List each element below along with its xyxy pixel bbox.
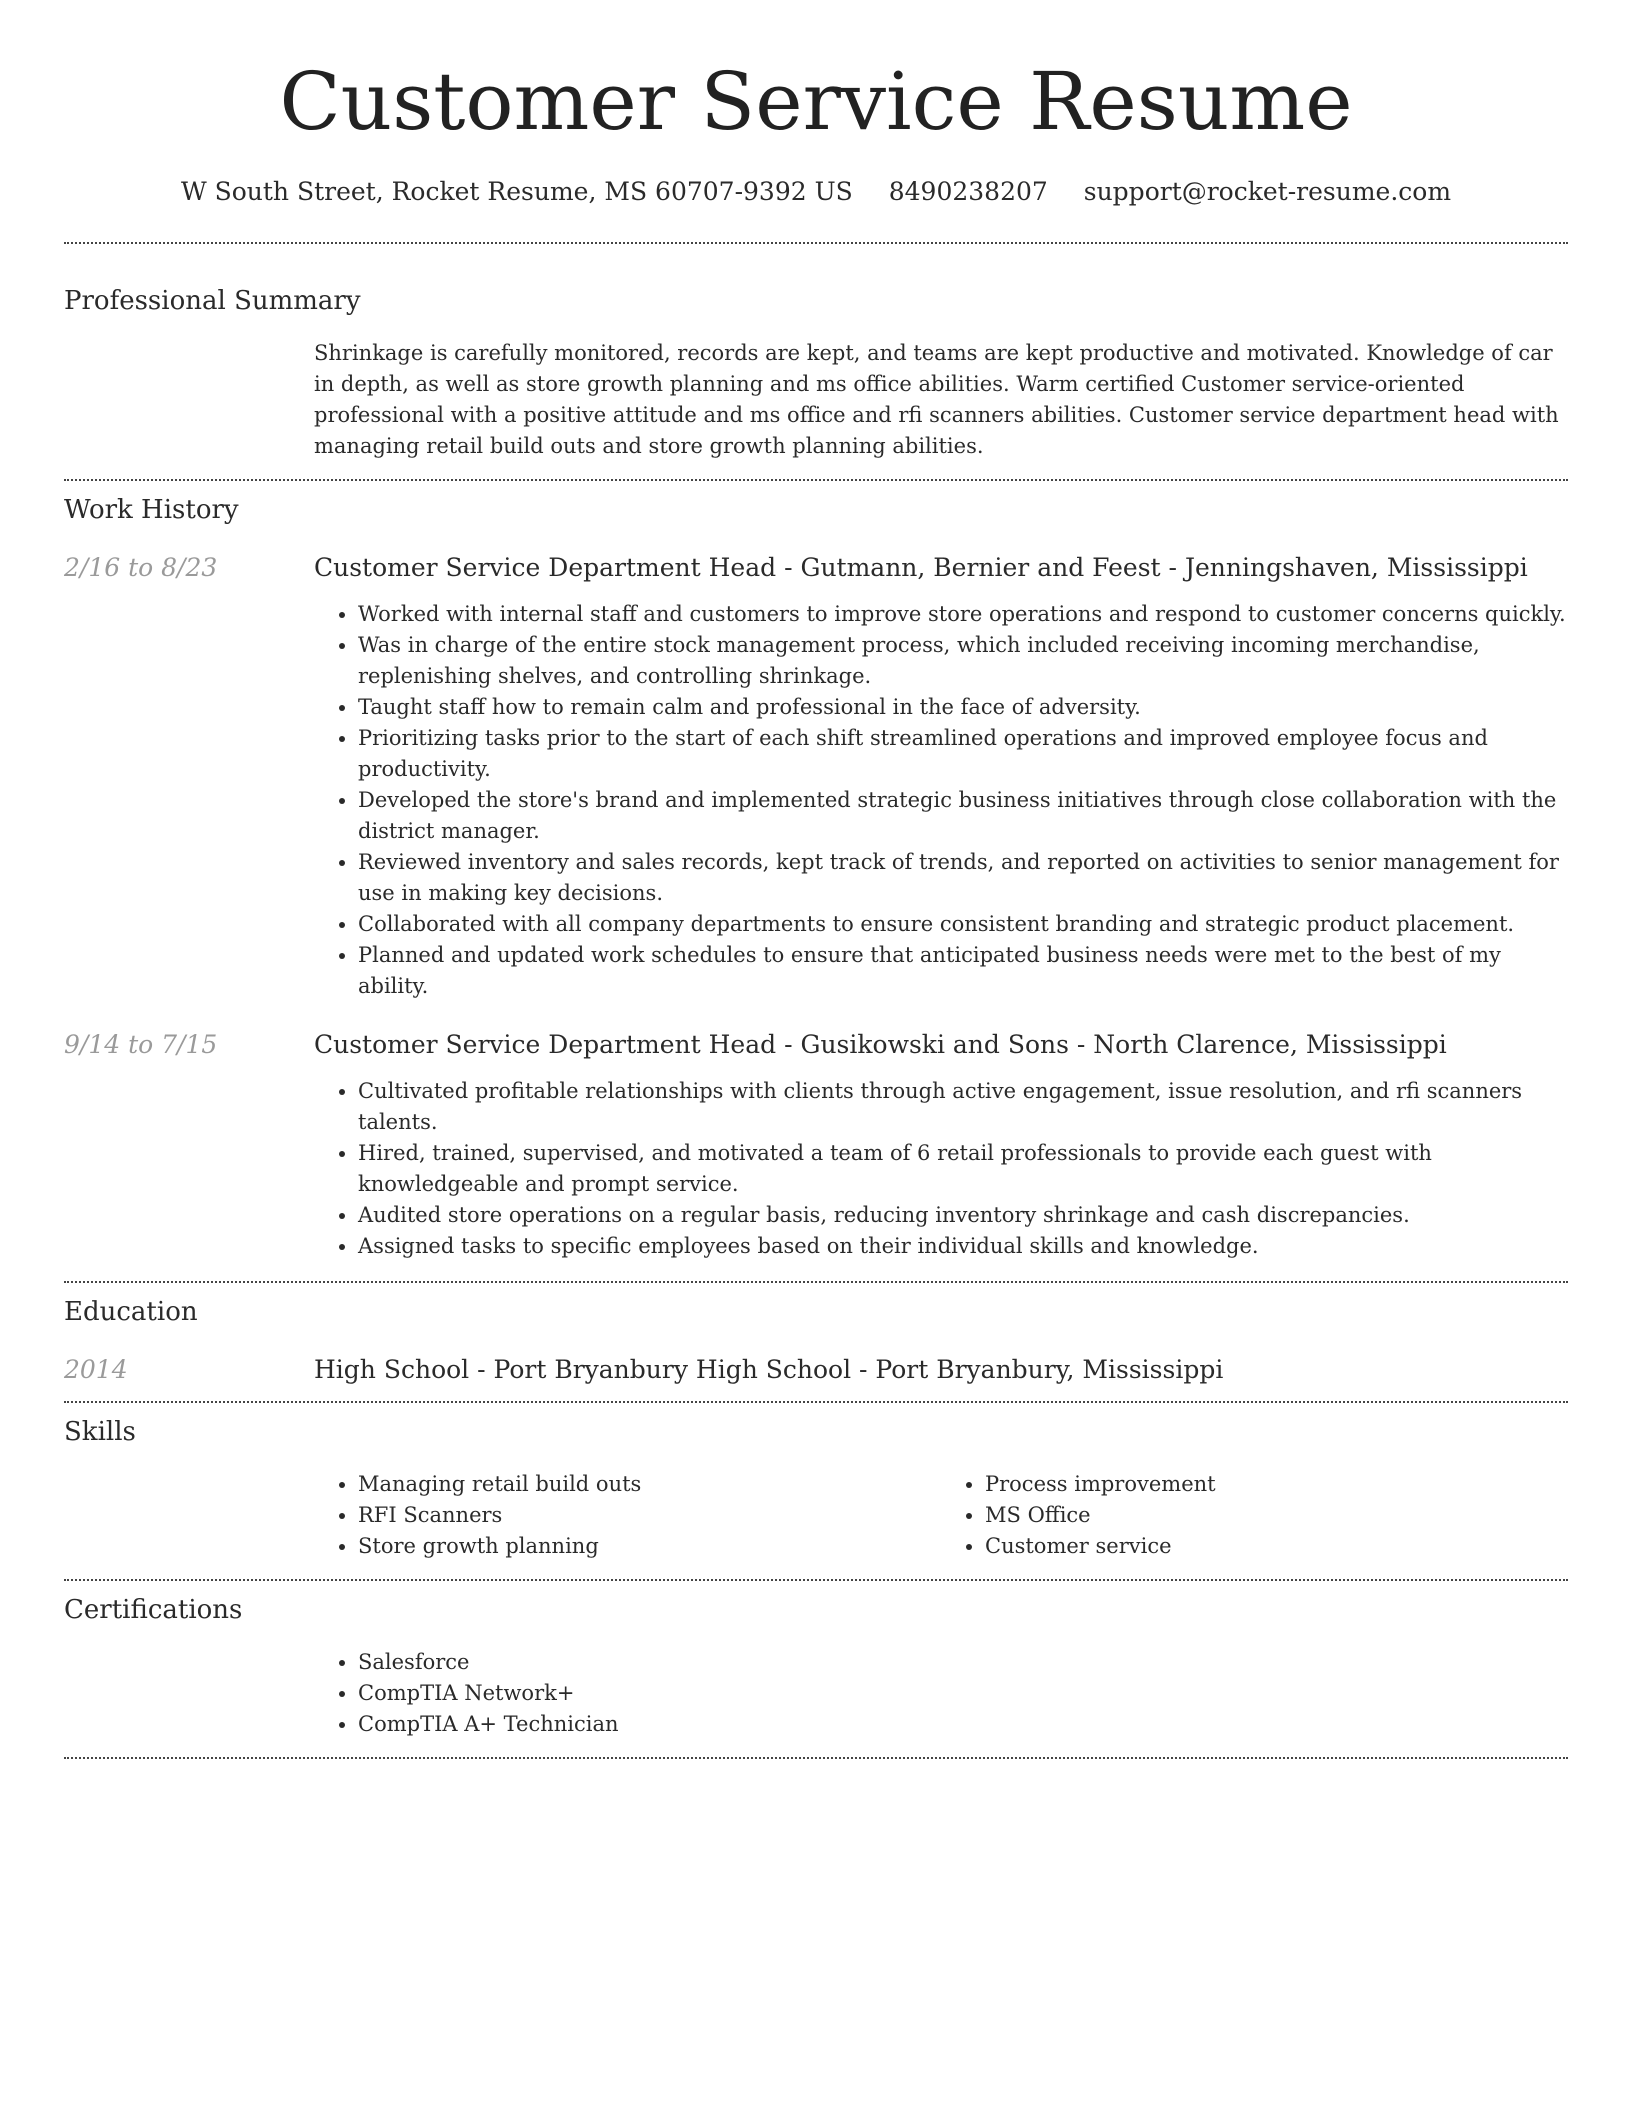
list-item: • Managing retail build outs [358,1469,941,1500]
contact-address: W South Street, Rocket Resume, MS 60707-9392 US [180,177,853,206]
certifications-section [64,1593,1568,1740]
education-detail: High School - Port Bryanbury High School - Port Bryanbury, Mississippi [314,1355,1224,1384]
section-divider [64,1757,1568,1759]
section-divider [64,1579,1568,1581]
work-history-heading: Work History [64,495,239,525]
list-item: • MS Office [985,1500,1568,1531]
skills-section [64,1415,1568,1562]
contact-email: support@rocket-resume.com [1083,177,1452,206]
certifications-heading: Certifications [64,1595,243,1625]
job-title: Customer Service Department Head - Gusikowski and Sons - North Clarence, Mississippi [314,1030,1447,1059]
contact-phone: 8490238207 [888,177,1048,206]
skills-row [64,1469,1568,1562]
list-item: • Developed the store's brand and implemented strategic business initiatives through close collaboration with the district manager. [358,785,1568,847]
job-entry [64,1028,1568,1262]
job-bullets [314,599,1568,1002]
list-item: • Collaborated with all company departments to ensure consistent branding and strategic product placement. [358,909,1568,940]
list-item: • Process improvement [985,1469,1568,1500]
section-divider [64,1281,1568,1283]
list-item: • RFI Scanners [358,1500,941,1531]
skills-heading: Skills [64,1417,136,1447]
contact-info [64,176,1568,208]
list-item: • Cultivated profitable relationships with clients through active engagement, issue resolution, and rfi scanners talents. [358,1076,1568,1138]
skills-list-left [314,1469,941,1562]
summary-text: Shrinkage is carefully monitored, records are kept, and teams are kept productive and motivated. Knowledge of car in depth, as well as store growth planning and ms office abilities. Warm certified Customer service-oriented professional with a positive attitude and ms office and rfi scanners abilities. Customer service department head with managing retail build outs and store growth planning abilities. [314,341,1559,458]
list-item: • CompTIA Network+ [358,1678,1568,1709]
section-divider [64,479,1568,481]
list-item: • Taught staff how to remain calm and professional in the face of adversity. [358,692,1568,723]
list-item: • Was in charge of the entire stock management process, which included receiving incoming merchandise, replenishing shelves, and controlling shrinkage. [358,630,1568,692]
summary-section [64,284,1568,462]
list-item: • CompTIA A+ Technician [358,1709,1568,1740]
list-item: • Store growth planning [358,1531,941,1562]
list-item: • Prioritizing tasks prior to the start of each shift streamlined operations and improved employee focus and productivity. [358,723,1568,785]
summary-row [64,338,1568,462]
list-item: • Audited store operations on a regular basis, reducing inventory shrinkage and cash discrepancies. [358,1200,1568,1231]
education-heading: Education [64,1297,198,1327]
resume-page [64,0,1568,1759]
job-dates: 2/16 to 8/23 [64,553,218,582]
list-item: • Reviewed inventory and sales records, kept track of trends, and reported on activities to senior management for use in making key decisions. [358,847,1568,909]
summary-heading: Professional Summary [64,286,361,316]
job-title: Customer Service Department Head - Gutmann, Bernier and Feest - Jenningshaven, Mississippi [314,553,1528,582]
job-bullets [314,1076,1568,1262]
list-item: • Salesforce [358,1647,1568,1678]
section-divider [64,1401,1568,1403]
skills-list-right [941,1469,1568,1562]
job-entry [64,551,1568,1002]
section-divider [64,242,1568,244]
job-dates: 9/14 to 7/15 [64,1030,218,1059]
education-section [64,1295,1568,1387]
certifications-row [64,1647,1568,1740]
resume-title: Customer Service Resume [279,55,1353,148]
certifications-list [314,1647,1568,1740]
list-item: • Hired, trained, supervised, and motivated a team of 6 retail professionals to provide each guest with knowledgeable and prompt service. [358,1138,1568,1200]
education-year: 2014 [64,1355,128,1384]
list-item: • Customer service [985,1531,1568,1562]
list-item: • Assigned tasks to specific employees based on their individual skills and knowledge. [358,1231,1568,1262]
education-entry [64,1353,1568,1387]
list-item: • Worked with internal staff and customers to improve store operations and respond to customer concerns quickly. [358,599,1568,630]
work-history-section [64,493,1568,1262]
list-item: • Planned and updated work schedules to ensure that anticipated business needs were met to the best of my ability. [358,940,1568,1002]
